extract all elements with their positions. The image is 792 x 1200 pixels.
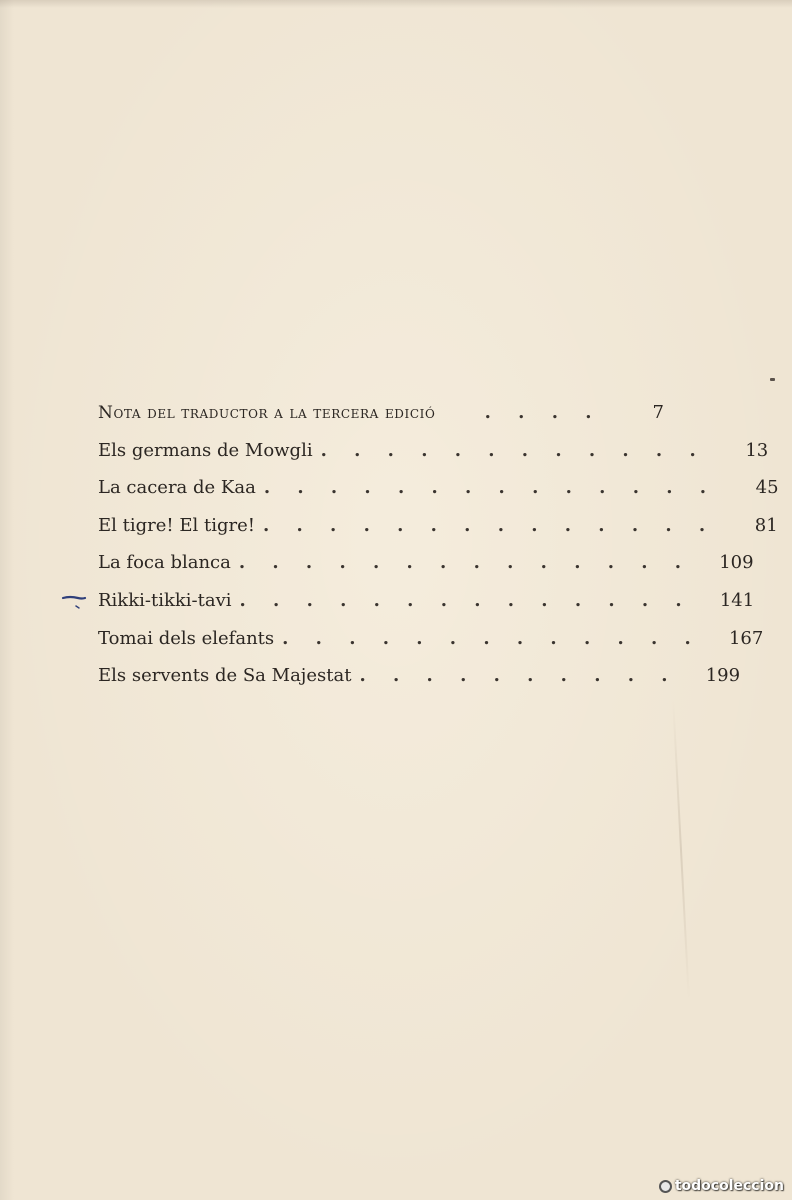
toc-entry-page: 81 xyxy=(754,514,778,536)
toc-entry[interactable] xyxy=(98,546,754,584)
toc-entry-page: 109 xyxy=(719,552,754,574)
toc-entry-title: Nota del traductor a la tercera edició xyxy=(98,403,436,423)
toc-entry-title: Els germans de Mowgli xyxy=(98,439,313,461)
toc-entry-title: La foca blanca xyxy=(98,552,231,574)
toc-entry-leader: . . . . . . . . . . . . . xyxy=(282,627,702,649)
page-crease xyxy=(672,700,690,1000)
toc-entry-page: 141 xyxy=(719,589,755,611)
edge-fleck xyxy=(770,378,775,381)
toc-entry-title: Rikki-tikki-tavi xyxy=(98,589,232,611)
watermark-text: todocoleccion xyxy=(674,1178,784,1194)
pen-mark-icon xyxy=(62,590,86,610)
toc-entry[interactable] xyxy=(98,471,779,509)
toc-entry[interactable] xyxy=(98,396,664,434)
toc-entry-page: 167 xyxy=(728,627,764,649)
toc-entry[interactable] xyxy=(98,584,755,622)
toc-entry-title: Els servents de Sa Majestat xyxy=(98,665,352,687)
watermark xyxy=(659,1178,784,1194)
toc-entry-leader: . . . . . . . . . . xyxy=(359,665,679,687)
toc-entry-leader: . . . . . . . . . . . . . . xyxy=(262,514,716,536)
table-of-contents xyxy=(98,396,779,697)
toc-entry-title: El tigre! El tigre! xyxy=(98,514,255,536)
toc-entry-page: 45 xyxy=(755,477,779,499)
toc-entry-page: 199 xyxy=(705,665,741,687)
toc-entry[interactable] xyxy=(98,509,778,547)
toc-entry[interactable] xyxy=(98,659,741,697)
toc-entry-leader: . . . . . . . . . . . . . . xyxy=(239,589,693,611)
toc-entry-leader: . . . . . . . . . . . . . . xyxy=(263,477,717,499)
toc-entry-page: 13 xyxy=(745,439,769,461)
toc-entry-leader: . . . . xyxy=(484,402,602,423)
toc-entry[interactable] xyxy=(98,434,769,472)
toc-entry-page: 7 xyxy=(652,402,664,423)
toc-entry-title: Tomai dels elefants xyxy=(98,627,275,649)
toc-entry-leader: . . . . . . . . . . . . xyxy=(320,439,707,461)
toc-entry[interactable] xyxy=(98,622,764,660)
toc-entry-title: La cacera de Kaa xyxy=(98,477,256,499)
page-top-shadow xyxy=(0,0,792,8)
todocoleccion-logo-icon xyxy=(659,1180,672,1193)
toc-entry-leader: . . . . . . . . . . . . . . xyxy=(238,552,692,574)
